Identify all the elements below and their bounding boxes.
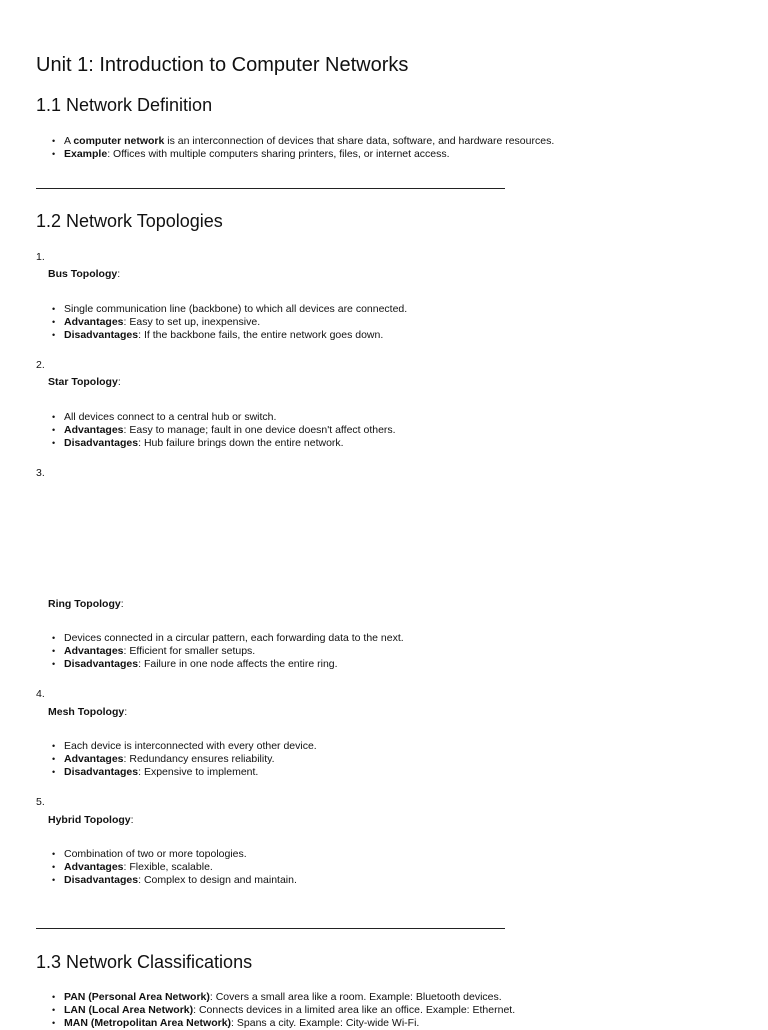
unit-title: Unit 1: Introduction to Computer Networks [36,54,409,76]
list-number: 3. [36,467,45,479]
list-item: • MAN (Metropolitan Area Network): Spans a city. Example: City-wide Wi-Fi. [36,1017,515,1030]
bus-topology-list [36,303,407,342]
topology-name-ring: Ring Topology: [48,598,124,610]
list-number: 1. [36,251,45,263]
star-topology-list [36,411,396,450]
list-item: • Advantages: Easy to manage; fault in one device doesn't affect others. [36,424,396,437]
topology-name-star: Star Topology: [48,376,121,388]
list-item: • A computer network is an interconnection of devices that share data, software, and hardware resources. [36,135,554,148]
list-number: 4. [36,688,45,700]
list-item: • Single communication line (backbone) to which all devices are connected. [36,303,407,316]
section-divider [36,928,505,929]
definition-list [36,135,554,161]
list-item: • All devices connect to a central hub or switch. [36,411,396,424]
list-item: • Disadvantages: Hub failure brings down the entire network. [36,437,396,450]
topology-name-hybrid: Hybrid Topology: [48,814,134,826]
list-item: • Advantages: Easy to set up, inexpensive. [36,316,407,329]
list-item: • Disadvantages: If the backbone fails, the entire network goes down. [36,329,407,342]
list-item: • Each device is interconnected with every other device. [36,740,317,753]
section-heading-network-definition: 1.1 Network Definition [36,95,213,115]
topology-name-bus: Bus Topology: [48,268,121,280]
list-item: • Disadvantages: Failure in one node affects the entire ring. [36,658,404,671]
ring-topology-list [36,632,404,671]
list-item: • Advantages: Efficient for smaller setups. [36,645,404,658]
list-item: • PAN (Personal Area Network): Covers a small area like a room. Example: Bluetooth devices. [36,991,515,1004]
list-item: • Advantages: Flexible, scalable. [36,861,297,874]
classification-list [36,991,515,1030]
list-item: • Advantages: Redundancy ensures reliability. [36,753,317,766]
list-item: • Devices connected in a circular pattern, each forwarding data to the next. [36,632,404,645]
list-item: • Disadvantages: Complex to design and maintain. [36,874,297,887]
list-item: • LAN (Local Area Network): Connects devices in a limited area like an office. Example: Ethernet. [36,1004,515,1017]
list-number: 5. [36,796,45,808]
hybrid-topology-list [36,848,297,887]
list-item: • Disadvantages: Expensive to implement. [36,766,317,779]
topology-name-mesh: Mesh Topology: [48,706,128,718]
list-item: • Combination of two or more topologies. [36,848,297,861]
list-item: • Example: Offices with multiple computers sharing printers, files, or internet access. [36,148,554,161]
section-heading-network-classifications: 1.3 Network Classifications [36,952,253,972]
mesh-topology-list [36,740,317,779]
section-divider [36,188,505,189]
section-heading-network-topologies: 1.2 Network Topologies [36,211,223,231]
list-number: 2. [36,359,45,371]
